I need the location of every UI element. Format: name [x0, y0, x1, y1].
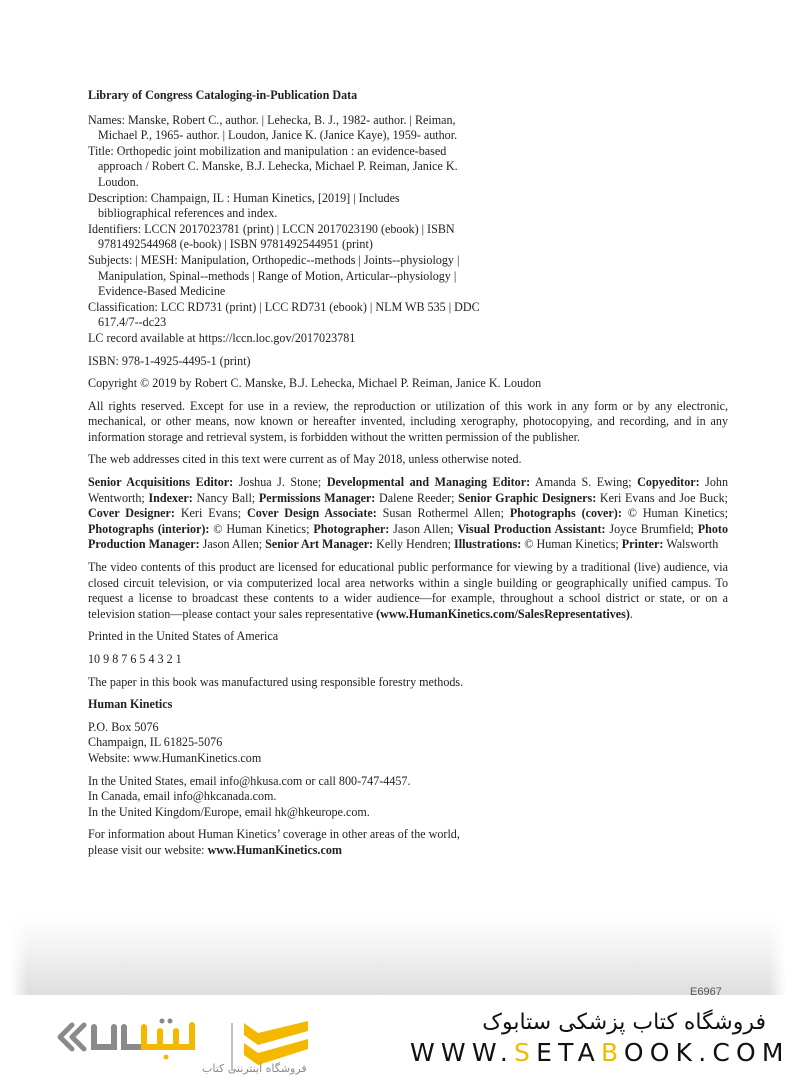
credits: Senior Acquisitions Editor: Joshua J. Stone; Developmental and Managing Editor: Amanda S. Ewing; Copyeditor: John Wentworth; Indexer: Nancy Ball; Permissions Manager: Dalene Reeder; Senior Graphic Designers: Keri Evans and Joe Buck; Cover Designer: Keri Evans; Cover Design Associate: Susan Rothermel Allen; Photographs (cover): © Human Kinetics; Photographs (interior): © Human Kinetics; Photographer: Jason Allen; Visual Production Assistant: Joyce Brumfield; Photo Production Manager: Jason Allen; Senior Art Manager: Kelly Hendren; Illustrations: © Human Kinetics; Printer: Walsworth	[88, 475, 729, 552]
lc-record-link[interactable]: LC record available at https://lccn.loc.gov/2017023781	[88, 330, 356, 345]
world-website-link[interactable]: www.HumanKinetics.com	[207, 842, 342, 857]
rights-statement: All rights reserved. Except for use in a review, the reproduction or utilization of this work in any form or by any electronic, mechanical, or other means, now known or hereafter invented, including xerography, photocopying, and recording, and in any information storage and retrieval system, is forbidden without the written permission of the publisher.	[88, 398, 728, 444]
website-link[interactable]: Website: www.HumanKinetics.com	[88, 750, 262, 765]
sales-rep-link[interactable]: (www.HumanKinetics.com/SalesRepresentatives)	[376, 606, 630, 621]
publisher-contacts: In the United States, email info@hkusa.com or call 800-747-4457. In Canada, email info@hkcanada.com. In the United Kingdom/Europe, email hk@hkeurope.com.	[88, 773, 411, 819]
page-code: E6967	[690, 986, 722, 995]
svg-text:فروشگاه اینترنتی کتاب: فروشگاه اینترنتی کتاب	[202, 1062, 307, 1075]
cip-subjects: Subjects: | MESH: Manipulation, Orthopedic--methods | Joints--physiology | Manipulation, Spinal--methods | Range of Motion, Articular--physiology | Evidence-Based Medicine	[88, 252, 460, 299]
publisher-address: P.O. Box 5076 Champaign, IL 61825-5076 Website: www.HumanKinetics.com	[88, 720, 728, 767]
page-content	[88, 88, 728, 859]
world-info: For information about Human Kinetics’ coverage in other areas of the world, please visit our website: www.HumanKinetics.com	[88, 827, 460, 857]
video-license: The video contents of this product are licensed for educational public performance for viewing by a traditional (live) audience, via closed circuit television, or via computerized local area networks within a single building or geographically unified campus. To request a license to broadcast these contents to a wider audience—for example, throughout a school district or state, or on a television station—please contact your sales representative (www.HumanKinetics.com/SalesRepresentatives).	[88, 560, 728, 621]
copyright-notice: Copyright © 2019 by Robert C. Manske, B.J. Lehecka, Michael P. Reiman, Janice K. Loudon	[88, 376, 542, 391]
web-address-note: The web addresses cited in this text were current as of May 2018, unless otherwise noted.	[88, 452, 522, 467]
setabook-logo	[52, 1017, 312, 1075]
store-url[interactable]: WWW.SETABOOK.COM	[410, 1038, 790, 1067]
paper-note: The paper in this book was manufactured using responsible forestry methods.	[88, 674, 464, 689]
cip-identifiers: Identifiers: LCCN 2017023781 (print) | LCCN 2017023190 (ebook) | ISBN 9781492544968 (e-book) | ISBN 9781492544951 (print)	[88, 221, 455, 252]
cip-heading: Library of Congress Cataloging-in-Publication Data	[88, 88, 358, 102]
cip-names: Names: Manske, Robert C., author. | Lehecka, B. J., 1982- author. | Reiman, Michael P., 1965- author. | Loudon, Janice K. (Janice Kaye), 1959- author.	[88, 112, 458, 143]
cip-classification: Classification: LCC RD731 (print) | LCC RD731 (ebook) | NLM WB 535 | DDC 617.4/7--dc23	[88, 299, 480, 330]
publisher-name: Human Kinetics	[88, 697, 173, 712]
page-shadow	[10, 915, 786, 995]
cip-description: Description: Champaign, IL : Human Kinetics, [2019] | Includes bibliographical references and index.	[88, 190, 400, 221]
cip-block	[88, 113, 518, 347]
print-line: 10 9 8 7 6 5 4 3 2 1	[88, 652, 182, 666]
cip-title-entry: Title: Orthopedic joint mobilization and manipulation : an evidence-based approach / Robert C. Manske, B.J. Lehecka, Michael P. Reiman, Janice K. Loudon.	[88, 143, 458, 189]
store-name-fa: فروشگاه کتاب پزشکی ستابوک	[482, 1010, 766, 1035]
isbn: ISBN: 978-1-4925-4495-1 (print)	[88, 353, 251, 368]
printed-in: Printed in the United States of America	[88, 629, 279, 644]
